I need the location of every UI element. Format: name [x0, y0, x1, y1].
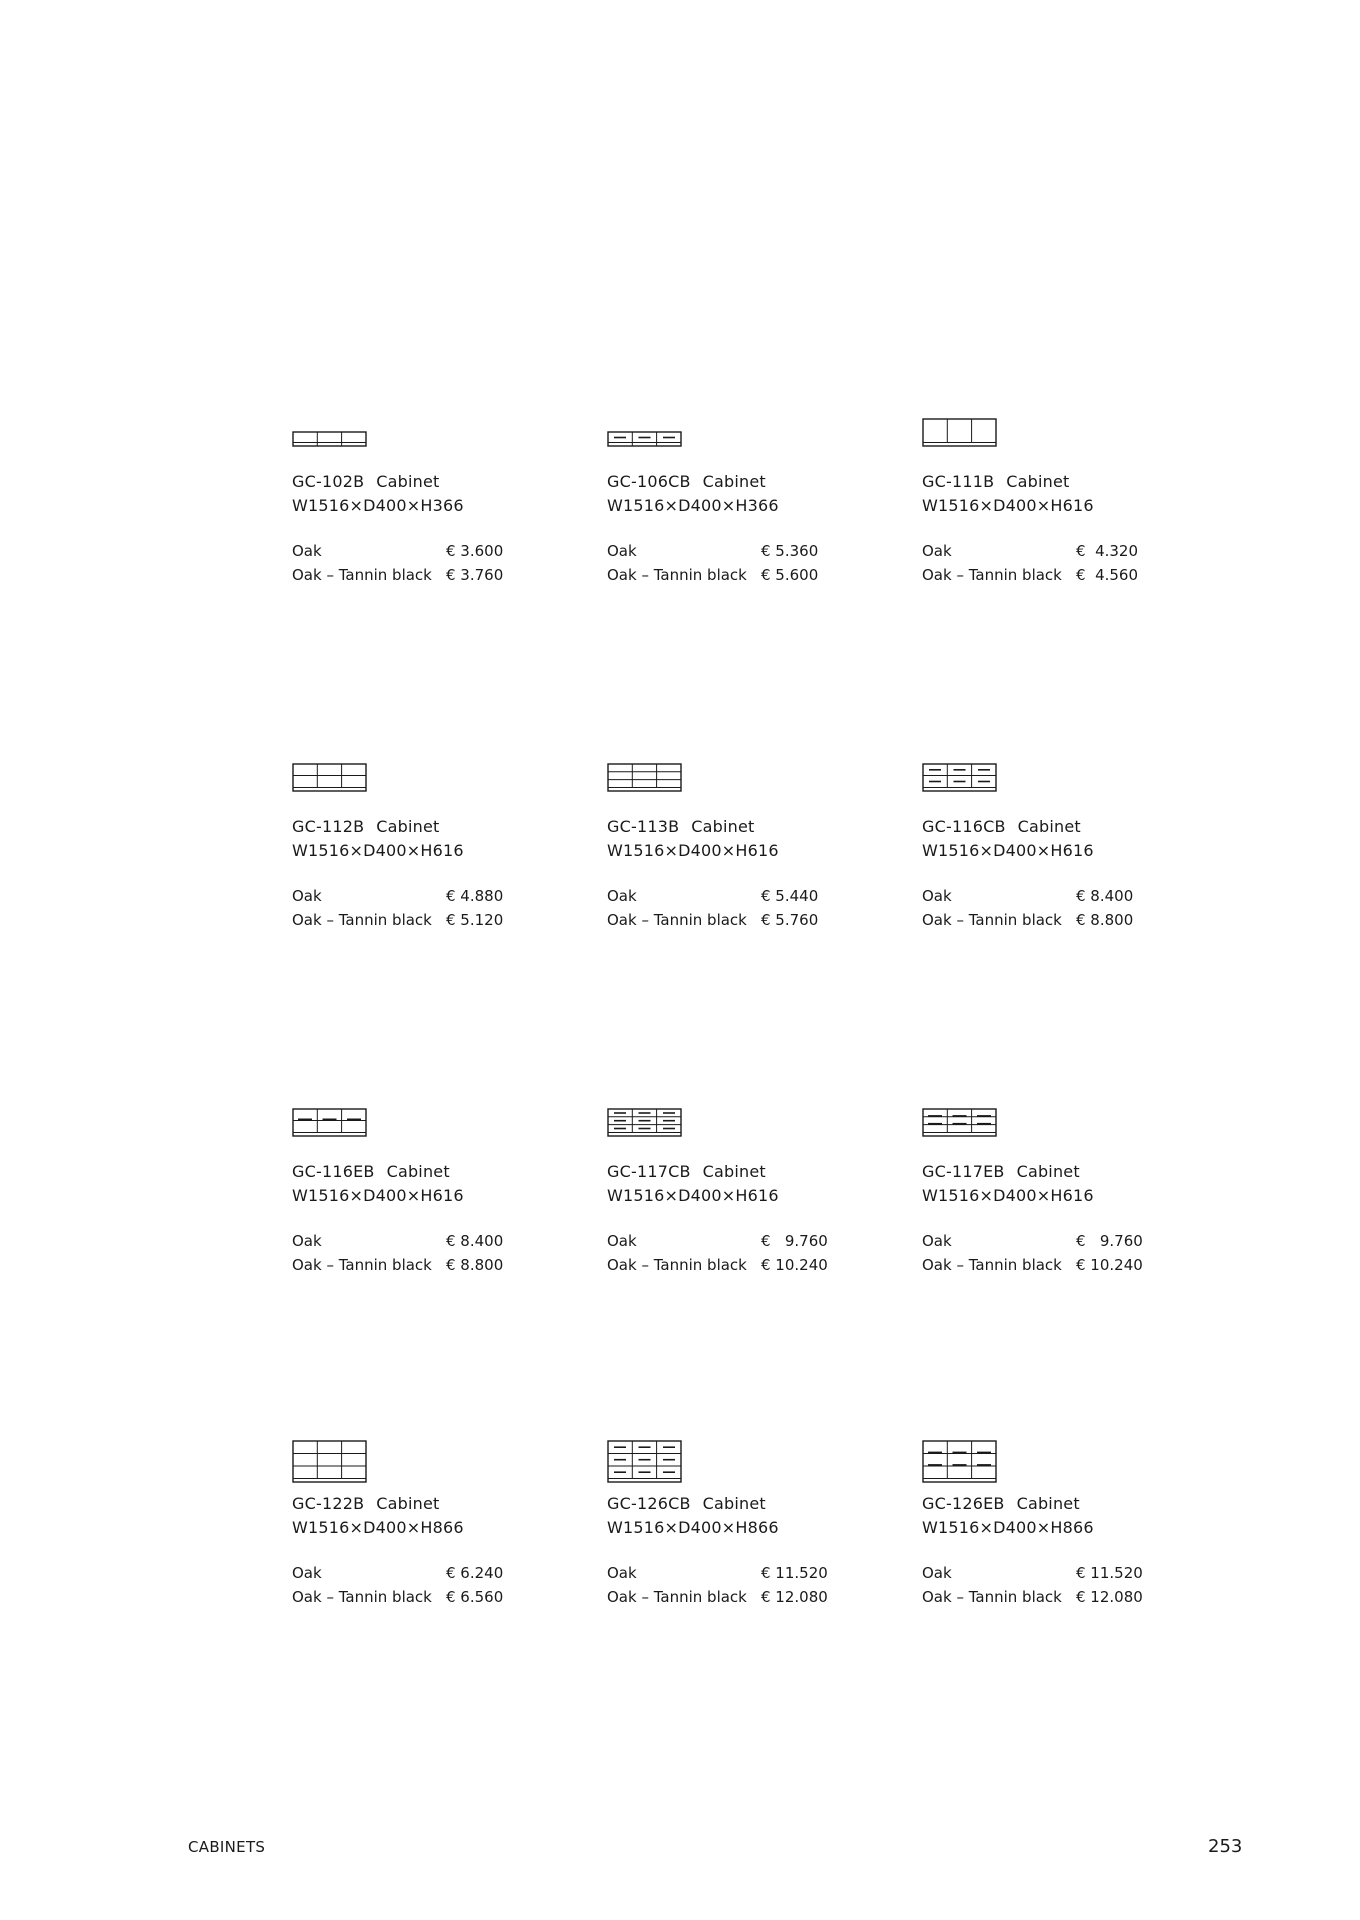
product-code: GC-116CB [922, 817, 1006, 836]
product-code: GC-117EB [922, 1162, 1005, 1181]
price-value: € 5.360 [761, 542, 819, 560]
price-list [292, 1229, 532, 1277]
product-type: Cabinet [376, 817, 440, 836]
product-gc-111b [922, 418, 1162, 587]
price-value: € 10.240 [1076, 1256, 1143, 1274]
page-number: 253 [1208, 1836, 1243, 1857]
price-row [922, 563, 1162, 587]
product-code: GC-126CB [607, 1494, 691, 1513]
product-code: GC-126EB [922, 1494, 1005, 1513]
product-gc-126cb [607, 1440, 847, 1609]
product-gc-116eb [292, 1108, 532, 1277]
cabinet-drawing-icon [607, 1440, 685, 1484]
cabinet-drawing-icon [292, 1108, 370, 1152]
finish-name: Oak [607, 542, 637, 560]
product-dimensions: W1516×D400×H866 [922, 1518, 1094, 1537]
price-value: € 8.800 [1076, 911, 1134, 929]
product-code: GC-111B [922, 472, 995, 491]
product-dimensions: W1516×D400×H616 [922, 1186, 1094, 1205]
price-value: € 6.560 [446, 1588, 504, 1606]
finish-name: Oak – Tannin black [292, 1256, 432, 1274]
product-gc-117eb [922, 1108, 1162, 1277]
product-gc-116cb [922, 763, 1162, 932]
cabinet-drawing-icon [292, 1440, 370, 1484]
price-value: € 6.240 [446, 1564, 504, 1582]
price-row [607, 563, 847, 587]
cabinet-drawing-icon [922, 418, 1000, 462]
price-row [607, 1585, 847, 1609]
product-dimensions: W1516×D400×H616 [292, 841, 464, 860]
finish-name: Oak [607, 1564, 637, 1582]
product-gc-117cb [607, 1108, 847, 1277]
finish-name: Oak [292, 887, 322, 905]
product-dimensions: W1516×D400×H616 [292, 1186, 464, 1205]
product-type: Cabinet [1016, 1494, 1080, 1513]
price-row [607, 908, 847, 932]
price-value: € 4.560 [1076, 566, 1139, 584]
product-gc-106cb [607, 418, 847, 587]
product-type: Cabinet [702, 1494, 766, 1513]
price-row [292, 539, 532, 563]
product-type: Cabinet [702, 472, 766, 491]
price-list [922, 1561, 1162, 1609]
price-row [607, 1229, 847, 1253]
price-row [607, 1253, 847, 1277]
cabinet-drawing-icon [922, 763, 1000, 807]
product-dimensions: W1516×D400×H366 [607, 496, 779, 515]
cabinet-drawing-icon [922, 1440, 1000, 1484]
price-list [607, 884, 847, 932]
cabinet-drawing-icon [607, 418, 685, 462]
price-value: € 8.400 [446, 1232, 504, 1250]
product-gc-122b [292, 1440, 532, 1609]
product-type: Cabinet [376, 1494, 440, 1513]
price-value: € 5.600 [761, 566, 819, 584]
section-label: CABINETS [188, 1838, 266, 1856]
price-list [922, 539, 1162, 587]
finish-name: Oak – Tannin black [292, 911, 432, 929]
product-dimensions: W1516×D400×H616 [922, 496, 1094, 515]
price-row [292, 1253, 532, 1277]
price-row [292, 1585, 532, 1609]
price-row [922, 1561, 1162, 1585]
cabinet-drawing-icon [922, 1108, 1000, 1152]
finish-name: Oak [922, 887, 952, 905]
product-type: Cabinet [376, 472, 440, 491]
price-row [922, 539, 1162, 563]
cabinet-drawing-icon [607, 1108, 685, 1152]
price-value: € 12.080 [1076, 1588, 1143, 1606]
finish-name: Oak – Tannin black [292, 1588, 432, 1606]
finish-name: Oak [922, 542, 952, 560]
price-value: € 9.760 [761, 1232, 828, 1250]
price-value: € 5.760 [761, 911, 819, 929]
finish-name: Oak – Tannin black [607, 1256, 747, 1274]
price-row [607, 1561, 847, 1585]
cabinet-drawing-icon [292, 763, 370, 807]
finish-name: Oak [292, 1564, 322, 1582]
price-value: € 12.080 [761, 1588, 828, 1606]
price-value: € 3.600 [446, 542, 504, 560]
price-value: € 11.520 [1076, 1564, 1143, 1582]
product-type: Cabinet [1016, 1162, 1080, 1181]
finish-name: Oak – Tannin black [607, 1588, 747, 1606]
price-row [607, 539, 847, 563]
price-row [292, 908, 532, 932]
price-value: € 10.240 [761, 1256, 828, 1274]
product-dimensions: W1516×D400×H366 [292, 496, 464, 515]
price-row [922, 1585, 1162, 1609]
product-type: Cabinet [691, 817, 755, 836]
finish-name: Oak – Tannin black [607, 566, 747, 584]
price-row [922, 1229, 1162, 1253]
product-code: GC-116EB [292, 1162, 375, 1181]
finish-name: Oak [292, 1232, 322, 1250]
price-row [922, 1253, 1162, 1277]
product-gc-102b [292, 418, 532, 587]
product-code: GC-102B [292, 472, 365, 491]
product-dimensions: W1516×D400×H866 [607, 1518, 779, 1537]
product-dimensions: W1516×D400×H616 [607, 1186, 779, 1205]
price-list [607, 1229, 847, 1277]
product-code: GC-112B [292, 817, 365, 836]
price-row [292, 1229, 532, 1253]
finish-name: Oak [922, 1232, 952, 1250]
finish-name: Oak – Tannin black [922, 911, 1062, 929]
product-gc-113b [607, 763, 847, 932]
price-list [292, 884, 532, 932]
price-row [922, 908, 1162, 932]
price-row [292, 563, 532, 587]
price-list [922, 1229, 1162, 1277]
product-type: Cabinet [386, 1162, 450, 1181]
product-dimensions: W1516×D400×H616 [607, 841, 779, 860]
price-value: € 4.880 [446, 887, 504, 905]
price-list [607, 539, 847, 587]
product-code: GC-113B [607, 817, 680, 836]
price-value: € 11.520 [761, 1564, 828, 1582]
finish-name: Oak – Tannin black [922, 1588, 1062, 1606]
price-list [292, 539, 532, 587]
price-row [922, 884, 1162, 908]
product-dimensions: W1516×D400×H866 [292, 1518, 464, 1537]
product-type: Cabinet [1006, 472, 1070, 491]
finish-name: Oak [292, 542, 322, 560]
finish-name: Oak – Tannin black [607, 911, 747, 929]
finish-name: Oak – Tannin black [292, 566, 432, 584]
cabinet-drawing-icon [292, 418, 370, 462]
price-list [607, 1561, 847, 1609]
product-gc-126eb [922, 1440, 1162, 1609]
price-value: € 5.440 [761, 887, 819, 905]
product-type: Cabinet [1017, 817, 1081, 836]
product-gc-112b [292, 763, 532, 932]
price-row [607, 884, 847, 908]
price-list [922, 884, 1162, 932]
product-code: GC-122B [292, 1494, 365, 1513]
finish-name: Oak – Tannin black [922, 566, 1062, 584]
finish-name: Oak – Tannin black [922, 1256, 1062, 1274]
price-value: € 4.320 [1076, 542, 1139, 560]
product-dimensions: W1516×D400×H616 [922, 841, 1094, 860]
cabinet-drawing-icon [607, 763, 685, 807]
price-list [292, 1561, 532, 1609]
price-value: € 3.760 [446, 566, 504, 584]
product-code: GC-106CB [607, 472, 691, 491]
finish-name: Oak [922, 1564, 952, 1582]
product-type: Cabinet [702, 1162, 766, 1181]
price-row [292, 1561, 532, 1585]
finish-name: Oak [607, 887, 637, 905]
price-value: € 5.120 [446, 911, 504, 929]
price-value: € 8.800 [446, 1256, 504, 1274]
product-code: GC-117CB [607, 1162, 691, 1181]
finish-name: Oak [607, 1232, 637, 1250]
price-value: € 8.400 [1076, 887, 1134, 905]
price-value: € 9.760 [1076, 1232, 1143, 1250]
price-row [292, 884, 532, 908]
